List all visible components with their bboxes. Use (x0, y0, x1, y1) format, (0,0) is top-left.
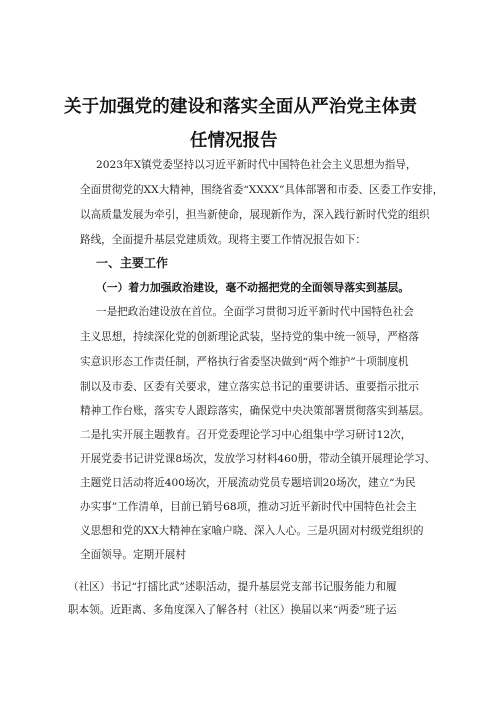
section-heading-main-work: 一、主要工作 (96, 256, 169, 270)
intro-paragraph-line: 2023年X镇党委坚持以习近平新时代中国特色社会主义思想为指导， (96, 159, 417, 171)
body-paragraph-line: 一是把政治建设放在首位。全面学习贯彻习近平新时代中国特色社会 (96, 306, 414, 318)
document-title-line-1: 关于加强党的建设和落实全面从严治党主体责 (64, 97, 417, 117)
body-paragraph-line: 办实事”工作清单，目前已销号68项，推动习近平新时代中国特色社会主 (80, 501, 417, 513)
body-paragraph-line: 主题党日活动将近400场次，开展流动党员专题培训20场次，建立“为民 (80, 477, 416, 489)
body-paragraph-line: 二是扎实开展主题教育。召开党委理论学习中心组集中学习研讨12次， (80, 429, 412, 441)
body-paragraph-line: 制以及市委、区委有关要求，建立落实总书记的重要讲话、重要指示批示 (80, 381, 419, 393)
intro-paragraph-line: 以高质量发展为牵引，担当新使命，展现新作为，深入践行新时代党的组织 (80, 209, 430, 221)
body-paragraph-line: 开展党委书记讲党课8场次，发放学习材料460册，带动全镇开展理论学习、 (80, 453, 436, 465)
body-paragraph-line: 实意识形态工作责任制，严格执行省委坚决做到“两个维护”十项制度机 (80, 356, 409, 368)
body-paragraph-line: 主义思想，持续深化党的创新理论武装，坚持党的集中统一领导，严格落 (80, 331, 419, 343)
body-paragraph-line: 精神工作台账，落实专人跟踪落实，确保党中央决策部署贯彻落实到基层。 (80, 405, 430, 417)
intro-paragraph-line: 全面贯彻党的XX大精神，围绕省委“XXXX”具体部署和市委、区委工作安排， (80, 184, 444, 196)
body-paragraph-line: 义思想和党的XX大精神在家喻户晓、深入人心。三是巩固对村级党组织的 (80, 525, 424, 537)
body-paragraph-line: 全面领导。定期开展村 (80, 549, 186, 561)
document-title-line-2: 任情况报告 (190, 131, 278, 151)
intro-paragraph-line: 路线，全面提升基层党建质效。现将主要工作情况报告如下： (80, 234, 367, 246)
subsection-heading-political-building: （一）着力加强政治建设，毫不动摇把党的全面领导落实到基层。 (96, 281, 410, 294)
continued-paragraph-line: 职本领。近距离、多角度深入了解各村（社区）换届以来“两委”班子运 (68, 604, 397, 616)
continued-paragraph-line: （社区）书记“打擂比武”述职活动，提升基层党支部书记服务能力和履 (68, 581, 397, 593)
